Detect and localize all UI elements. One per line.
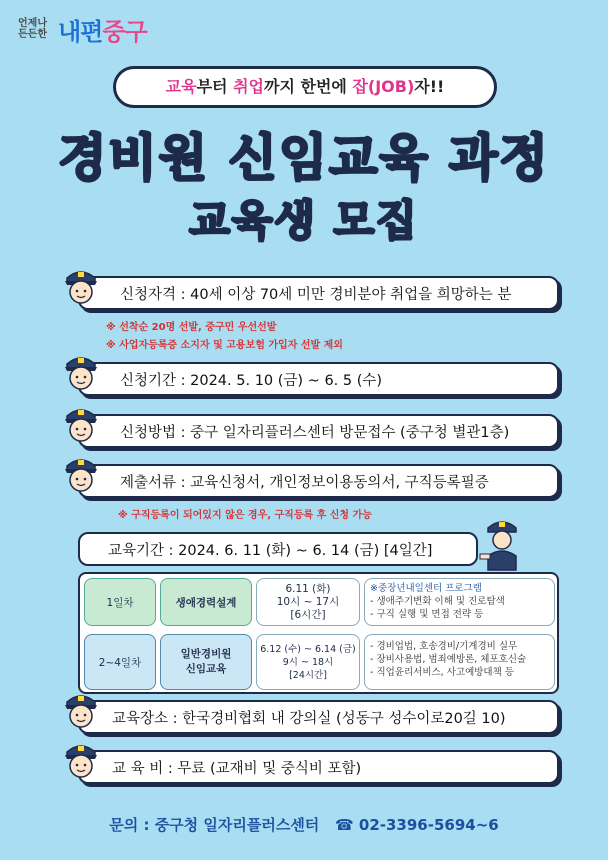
note-job-registration: ※ 구직등록이 되어있지 않은 경우, 구직등록 후 신청 가능: [118, 510, 372, 521]
qualification-row: [78, 276, 559, 310]
logo-tagline: 언제나 든든한: [18, 18, 47, 40]
method-row: [78, 414, 559, 448]
logo: 내편중구: [58, 18, 147, 46]
schedule-day: 2~4일차: [84, 634, 156, 690]
contact-info: [0, 814, 608, 835]
security-guard-icon: [62, 452, 100, 492]
schedule-day: 1일차: [84, 578, 156, 626]
edu-period-text: 교육기간 : 2024. 6. 11 (화) ~ 6. 14 (금) [4일간]: [108, 542, 433, 559]
place-row: [78, 700, 559, 734]
note-first-come: ※ 선착순 20명 선발, 중구민 우선선발: [106, 322, 277, 333]
main-title: 경비원 신임교육 과정: [58, 129, 550, 187]
place-text: 교육장소 : 한국경비협회 내 강의실 (성동구 성수이로20길 10): [112, 710, 506, 727]
schedule-subject: 일반경비원 신임교육: [160, 634, 252, 690]
schedule-time: 6.12 (수) ~ 6.14 (금) 9시 ~ 18시 [24시간]: [256, 634, 360, 690]
documents-row: [78, 464, 559, 498]
security-guard-icon: [62, 264, 100, 304]
security-guard-icon: [62, 402, 100, 442]
security-guard-pointing-icon: [478, 516, 526, 572]
period-text: 신청기간 : 2024. 5. 10 (금) ~ 6. 5 (수): [120, 372, 383, 389]
schedule-detail: - 경비업법, 호송경비/기계경비 실무 - 장비사용법, 범죄예방론, 체포호신술 - 직업윤리서비스, 사고예방대책 등: [370, 641, 527, 678]
qualification-text: 신청자격 : 40세 이상 70세 미만 경비분야 취업을 희망하는 분: [120, 286, 512, 303]
contact-phone: ☎ 02-3396-5694~6: [334, 816, 499, 834]
schedule-detail: ※중장년내일센터 프로그램 - 생애주기변화 이해 및 진로탐색 - 구직 실행 및 면접 전략 등: [370, 583, 505, 620]
schedule-time: 6.11 (화) 10시 ~ 17시 [6시간]: [256, 578, 360, 626]
schedule-subject: 생애경력설계: [160, 578, 252, 626]
slogan-banner: 교육부터 취업까지 한번에 잡(JOB)자!!: [113, 66, 497, 108]
security-guard-icon: [62, 738, 100, 778]
edu-period-row: [78, 532, 478, 566]
sub-title: 교육생 모집: [189, 196, 419, 245]
documents-text: 제출서류 : 교육신청서, 개인정보이용동의서, 구직등록필증: [120, 474, 489, 491]
schedule-table: [78, 572, 559, 694]
note-exclusion: ※ 사업자등록증 소지자 및 고용보험 가입자 선발 제외: [106, 340, 343, 351]
period-row: [78, 362, 559, 396]
method-text: 신청방법 : 중구 일자리플러스센터 방문접수 (중구청 별관1층): [120, 424, 510, 441]
fee-row: [78, 750, 559, 784]
security-guard-icon: [62, 688, 100, 728]
security-guard-icon: [62, 350, 100, 390]
fee-text: 교 육 비 : 무료 (교재비 및 중식비 포함): [112, 760, 362, 777]
contact-label: 문의 : 중구청 일자리플러스센터: [109, 816, 320, 834]
